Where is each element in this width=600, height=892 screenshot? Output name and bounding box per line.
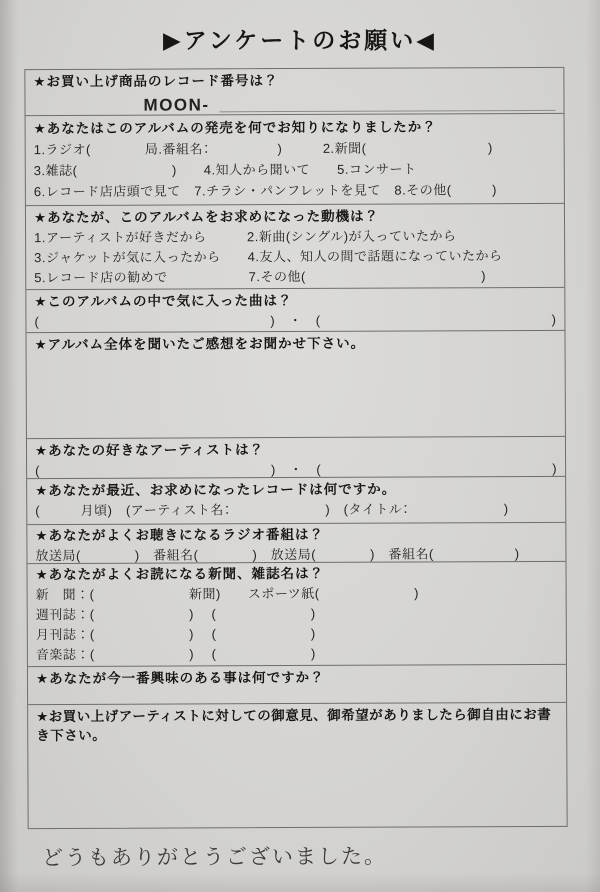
record-number-row	[33, 90, 555, 116]
section-heading: ★あなたが今一番興味のある事は何ですか？	[35, 669, 325, 687]
section-heading: ★あなたが最近、お求めになったレコードは何ですか。	[35, 481, 397, 499]
option-line: 3.ジャケットが気に入ったから 4.友人、知人の間で話題になっていたから	[34, 248, 503, 266]
section-album-impressions	[26, 331, 564, 439]
fill-in-line: 放送局( ) 番組名( ) 放送局( ) 番組名( )	[35, 546, 520, 564]
fill-in-line: 音楽誌：( ) ( )	[35, 645, 316, 663]
section-heading: ★あなたが、このアルバムをお求めになった動機は？	[33, 208, 380, 226]
section-newspapers-magazines	[28, 562, 566, 667]
section-purchase-motive	[26, 204, 564, 290]
fill-in-line: 新 聞：( 新聞) スポーツ紙( )	[35, 585, 419, 603]
paren-close: )	[552, 460, 558, 476]
section-radio-programs	[27, 523, 565, 564]
section-heading: ★あなたがよくお読になる新聞、雑誌名は？	[35, 565, 325, 583]
page-title: ▶アンケートのお願い◀	[163, 27, 437, 53]
fill-in-line: 月刊誌：( ) ( )	[35, 625, 316, 643]
paren-mid: ) ・ (	[270, 312, 321, 329]
fill-in-line: 週刊誌：( ) ( )	[35, 605, 316, 623]
section-recent-record	[27, 477, 565, 525]
paren-mid: ) ・ (	[270, 461, 322, 478]
fill-in-line	[34, 310, 556, 332]
section-heading: ★お買い上げ商品のレコード番号は？	[33, 73, 279, 90]
section-how-learned	[26, 114, 564, 206]
section-favorite-tracks	[26, 288, 564, 333]
option-line: 3.雑誌( ) 4.知人から聞いて 5.コンサート	[33, 161, 417, 179]
section-current-interests	[28, 665, 566, 705]
section-heading: ★あなたはこのアルバムの発売を何でお知りになりましたか？	[33, 119, 437, 137]
section-heading: ★このアルバムの中で気に入った曲は？	[34, 293, 293, 310]
fill-in-line: ( 月頃) (アーティスト名： ) (タイトル： )	[35, 501, 509, 519]
fill-in-line	[35, 459, 557, 479]
questionnaire-form	[24, 67, 567, 829]
section-heading: ★あなたがよくお聴きになるラジオ番組は？	[35, 526, 325, 544]
paren-open: (	[35, 463, 40, 479]
option-line: 6.レコード店店頭で見て 7.チラシ・パンフレットを見て 8.その他( )	[33, 182, 497, 200]
section-opinions-requests	[28, 703, 567, 830]
paren-open: (	[34, 314, 40, 330]
closing-message: どうもありがとうございました。	[41, 844, 388, 870]
record-number-prefix: MOON-	[143, 95, 210, 115]
section-heading: ★アルバム全体を聞いたご感想をお聞かせ下さい。	[34, 335, 366, 353]
option-line: 1.ラジオ( 局.番組名： ) 2.新聞( )	[33, 140, 493, 158]
option-line: 5.レコード店の勧めで 7.その他( )	[34, 268, 487, 286]
option-line: 1.アーティストが好きだから 2.新曲(シングル)が入っていたから	[34, 228, 457, 246]
section-heading: ★お買い上げアーティストに対しての御意見、御希望がありましたら御自由にお書き下さい。	[36, 706, 552, 744]
section-favorite-artists	[27, 437, 565, 479]
paren-close: )	[551, 311, 557, 327]
section-heading: ★あなたの好きなアーティストは？	[34, 442, 265, 459]
record-number-blank-line	[220, 109, 556, 112]
section-record-number	[25, 68, 563, 116]
